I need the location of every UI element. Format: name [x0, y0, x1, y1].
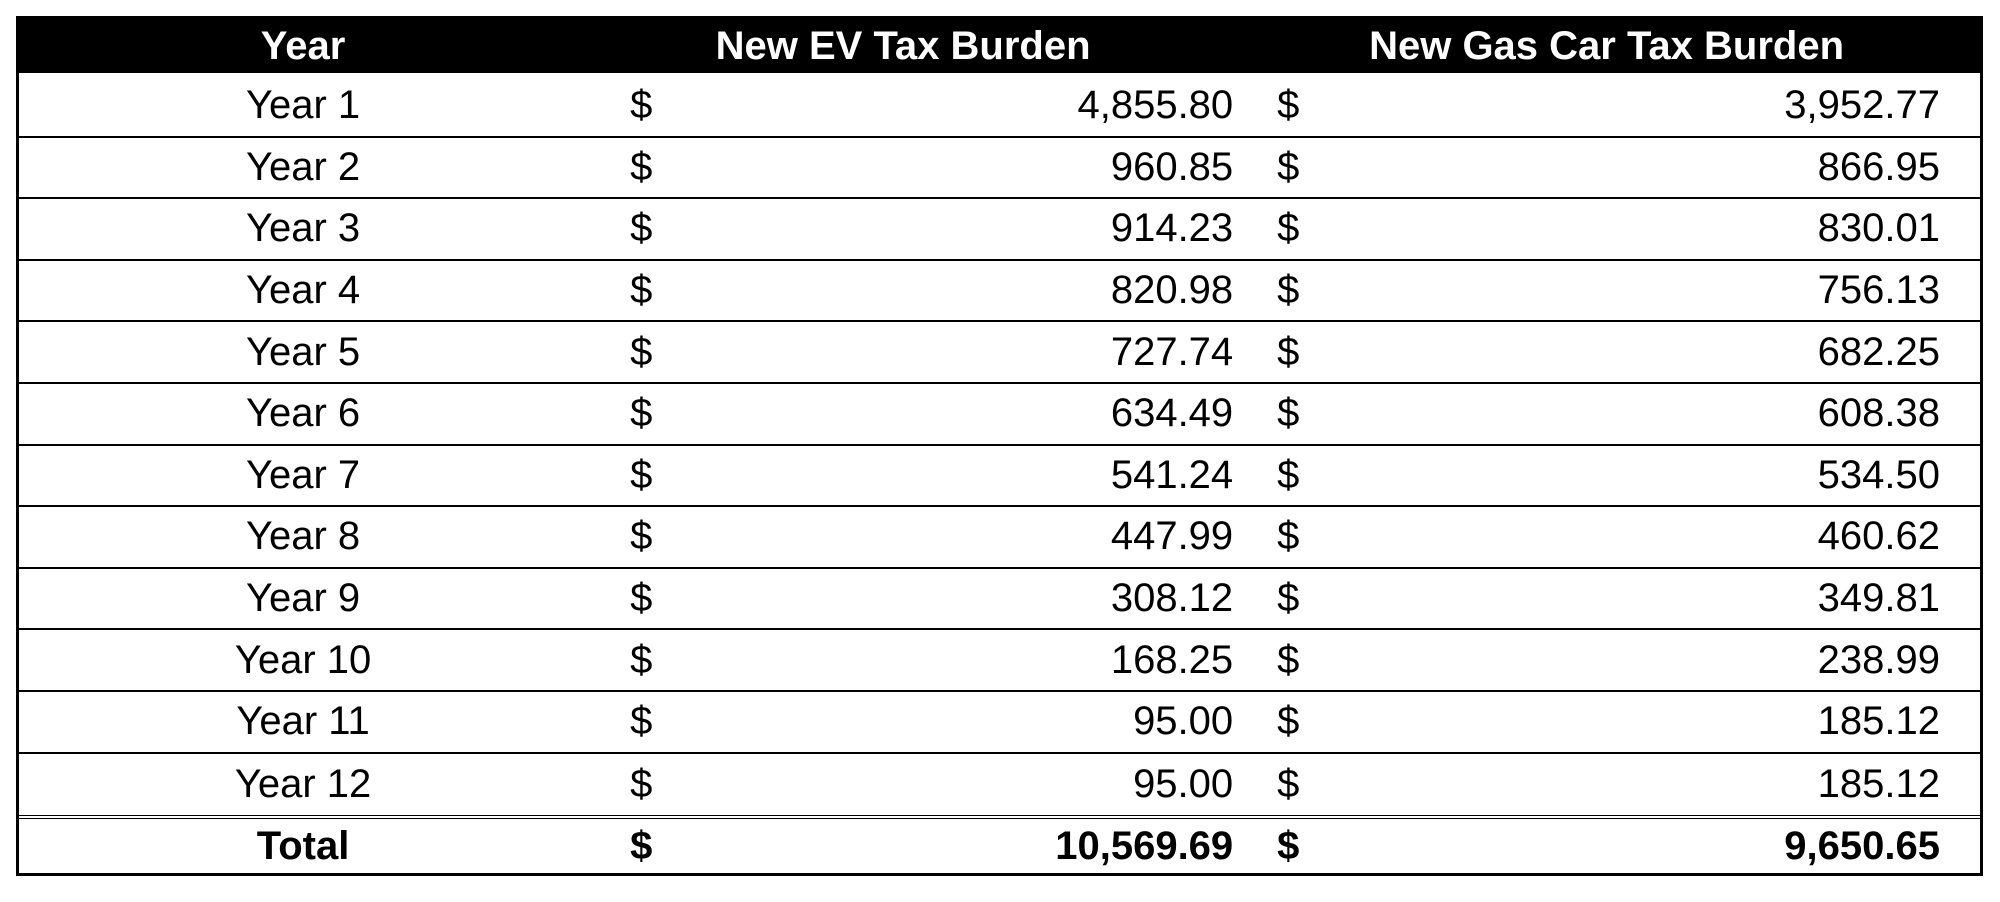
- total-gas-cell: [1265, 824, 1980, 869]
- gas-amount: 3,952.77: [1784, 83, 1940, 128]
- currency-symbol: $: [630, 452, 653, 497]
- gas-cell: [1265, 83, 1980, 128]
- ev-cell: [587, 330, 1265, 375]
- currency-symbol: $: [1277, 206, 1300, 251]
- ev-amount: 308.12: [1110, 576, 1234, 621]
- currency-symbol: $: [1277, 576, 1300, 621]
- ev-amount: 914.23: [1110, 206, 1234, 251]
- currency-symbol: $: [1277, 637, 1300, 682]
- gas-cell: [1265, 453, 1980, 498]
- gas-amount: 756.13: [1817, 268, 1940, 313]
- gas-amount: 830.01: [1817, 206, 1940, 251]
- total-ev-amount: 10,569.69: [1055, 823, 1234, 868]
- currency-symbol: $: [1277, 268, 1300, 313]
- currency-symbol: $: [630, 761, 653, 806]
- year-cell: Year 6: [245, 391, 361, 436]
- gas-amount: 185.12: [1817, 761, 1940, 806]
- ev-cell: [587, 699, 1265, 744]
- gas-amount: 534.50: [1817, 452, 1940, 497]
- ev-cell: [587, 453, 1265, 498]
- gas-cell: [1265, 762, 1980, 807]
- header-ev-tax-burden: New EV Tax Burden: [715, 23, 1091, 68]
- ev-amount: 447.99: [1110, 514, 1234, 559]
- currency-symbol: $: [630, 83, 653, 128]
- table-row: [19, 507, 1980, 569]
- gas-cell: [1265, 391, 1980, 436]
- table-row: [19, 630, 1980, 692]
- gas-amount: 349.81: [1817, 576, 1940, 621]
- year-cell: Year 9: [245, 576, 361, 621]
- currency-symbol: $: [630, 206, 653, 251]
- ev-amount: 4,855.80: [1077, 83, 1234, 128]
- ev-amount: 820.98: [1110, 268, 1234, 313]
- ev-cell: [587, 206, 1265, 251]
- year-cell: Year 10: [234, 637, 372, 682]
- table-body: [19, 76, 1980, 815]
- currency-symbol: $: [630, 637, 653, 682]
- table-row: [19, 569, 1980, 631]
- year-cell: Year 1: [245, 83, 361, 128]
- currency-symbol: $: [630, 823, 653, 868]
- gas-amount: 682.25: [1817, 329, 1940, 374]
- total-label: Total: [256, 823, 350, 868]
- gas-cell: [1265, 514, 1980, 559]
- ev-cell: [587, 145, 1265, 190]
- currency-symbol: $: [1277, 514, 1300, 559]
- currency-symbol: $: [1277, 761, 1300, 806]
- year-cell: Year 4: [245, 268, 361, 313]
- gas-cell: [1265, 699, 1980, 744]
- currency-symbol: $: [630, 329, 653, 374]
- gas-amount: 185.12: [1817, 699, 1940, 744]
- ev-cell: [587, 268, 1265, 313]
- gas-amount: 866.95: [1817, 144, 1940, 189]
- gas-amount: 460.62: [1817, 514, 1940, 559]
- ev-cell: [587, 83, 1265, 128]
- table-total-row: [19, 815, 1980, 873]
- table-row: [19, 692, 1980, 754]
- tax-burden-table: [16, 16, 1983, 876]
- year-cell: Year 11: [236, 699, 370, 744]
- year-cell: Year 12: [234, 761, 372, 806]
- ev-cell: [587, 576, 1265, 621]
- table-row: [19, 754, 1980, 816]
- currency-symbol: $: [630, 144, 653, 189]
- ev-amount: 634.49: [1110, 391, 1234, 436]
- ev-cell: [587, 638, 1265, 683]
- table-header-row: [19, 19, 1980, 76]
- year-cell: Year 2: [245, 144, 361, 189]
- gas-amount: 238.99: [1817, 637, 1940, 682]
- currency-symbol: $: [1277, 823, 1300, 868]
- ev-amount: 960.85: [1110, 144, 1234, 189]
- table-row: [19, 261, 1980, 323]
- currency-symbol: $: [630, 268, 653, 313]
- ev-amount: 727.74: [1110, 329, 1234, 374]
- currency-symbol: $: [630, 576, 653, 621]
- currency-symbol: $: [1277, 329, 1300, 374]
- year-cell: Year 8: [245, 514, 361, 559]
- year-cell: Year 3: [245, 206, 361, 251]
- table-row: [19, 76, 1980, 138]
- year-cell: Year 5: [245, 329, 361, 374]
- gas-cell: [1265, 638, 1980, 683]
- ev-amount: 168.25: [1110, 637, 1234, 682]
- currency-symbol: $: [1277, 391, 1300, 436]
- currency-symbol: $: [630, 514, 653, 559]
- total-ev-cell: [587, 824, 1265, 869]
- header-gas-tax-burden: New Gas Car Tax Burden: [1369, 23, 1845, 68]
- ev-amount: 95.00: [1133, 761, 1234, 806]
- table-row: [19, 446, 1980, 508]
- ev-cell: [587, 762, 1265, 807]
- gas-cell: [1265, 206, 1980, 251]
- gas-cell: [1265, 145, 1980, 190]
- gas-cell: [1265, 330, 1980, 375]
- currency-symbol: $: [1277, 83, 1300, 128]
- ev-cell: [587, 514, 1265, 559]
- currency-symbol: $: [1277, 452, 1300, 497]
- ev-amount: 95.00: [1133, 699, 1234, 744]
- gas-amount: 608.38: [1817, 391, 1940, 436]
- currency-symbol: $: [1277, 144, 1300, 189]
- year-cell: Year 7: [245, 452, 361, 497]
- gas-cell: [1265, 576, 1980, 621]
- table-row: [19, 322, 1980, 384]
- gas-cell: [1265, 268, 1980, 313]
- header-year: Year: [260, 23, 346, 68]
- currency-symbol: $: [630, 391, 653, 436]
- total-gas-amount: 9,650.65: [1784, 823, 1940, 868]
- table-row: [19, 138, 1980, 200]
- currency-symbol: $: [1277, 699, 1300, 744]
- table-row: [19, 384, 1980, 446]
- currency-symbol: $: [630, 699, 653, 744]
- ev-cell: [587, 391, 1265, 436]
- table-row: [19, 199, 1980, 261]
- ev-amount: 541.24: [1110, 452, 1234, 497]
